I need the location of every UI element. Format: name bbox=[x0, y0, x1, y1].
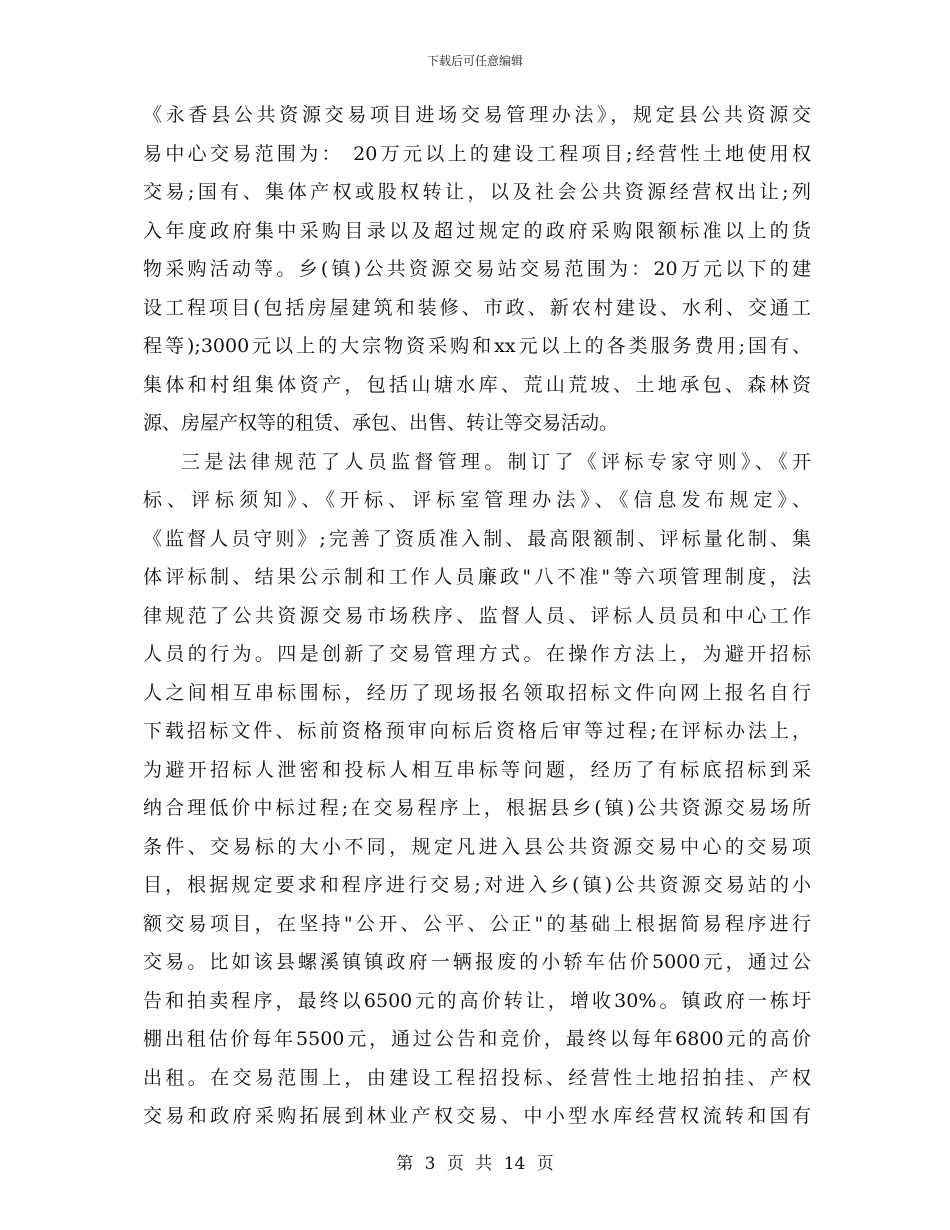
body-line: 集体和村组集体资产，包括山塘水库、荒山荒坡、土地承包、森林资 bbox=[143, 373, 811, 396]
page-header: 下载后可任意编辑 bbox=[426, 54, 523, 68]
body-line: 三是法律规范了人员监督管理。制订了《评标专家守则》、《开 bbox=[181, 450, 811, 473]
body-line: 棚出租估价每年5500元，通过公告和竞价，最终以每年6800元的高价 bbox=[143, 1028, 811, 1050]
document-body bbox=[143, 96, 811, 1136]
page-number: 第 3 页 共 14 页 bbox=[396, 1154, 554, 1174]
body-line: 人员的行为。四是创新了交易管理方式。在操作方法上，为避开招标 bbox=[143, 643, 811, 665]
body-line: 标、评标须知》、《开标、评标室管理办法》、《信息发布规定》、 bbox=[143, 489, 811, 511]
body-line: 交易。比如该县螺溪镇镇政府一辆报废的小轿车估价5000元，通过公 bbox=[143, 951, 811, 973]
body-line: 程等);3000元以上的大宗物资采购和xx元以上的各类服务费用;国有、 bbox=[143, 335, 811, 357]
body-line: 律规范了公共资源交易市场秩序、监督人员、评标人员员和中心工作 bbox=[143, 604, 811, 627]
body-line: 设工程项目(包括房屋建筑和装修、市政、新农村建设、水利、交通工 bbox=[143, 296, 811, 319]
body-line: 《永香县公共资源交易项目进场交易管理办法》，规定县公共资源交 bbox=[143, 104, 811, 126]
body-line: 纳合理低价中标过程;在交易程序上，根据县乡(镇)公共资源交易场所 bbox=[143, 797, 811, 819]
body-line: 物采购活动等。乡(镇)公共资源交易站交易范围为：20万元以下的建 bbox=[143, 258, 811, 280]
body-line: 下载招标文件、标前资格预审向标后资格后审等过程;在评标办法上， bbox=[143, 720, 811, 742]
body-line: 条件、交易标的大小不同，规定凡进入县公共资源交易中心的交易项 bbox=[143, 835, 811, 858]
body-line: 目，根据规定要求和程序进行交易;对进入乡(镇)公共资源交易站的小 bbox=[143, 874, 811, 896]
body-line: 体评标制、结果公示制和工作人员廉政"八不准"等六项管理制度，法 bbox=[143, 566, 811, 588]
body-line: 源、房屋产权等的租赁、承包、出售、转让等交易活动。 bbox=[143, 412, 619, 434]
body-line: 易中心交易范围为： 20万元以上的建设工程项目;经营性土地使用权 bbox=[143, 142, 811, 165]
body-line: 《监督人员守则》;完善了资质准入制、最高限额制、评标量化制、集 bbox=[143, 527, 811, 550]
body-line: 交易和政府采购拓展到林业产权交易、中小型水库经营权流转和国有 bbox=[143, 1105, 811, 1127]
body-line: 告和拍卖程序，最终以6500元的高价转让，增收30%。镇政府一栋圩 bbox=[143, 989, 811, 1012]
body-line: 额交易项目，在坚持"公开、公平、公正"的基础上根据简易程序进行 bbox=[143, 912, 811, 935]
body-line: 入年度政府集中采购目录以及超过规定的政府采购限额标准以上的货 bbox=[143, 219, 811, 242]
body-line: 人之间相互串标围标，经历了现场报名领取招标文件向网上报名自行 bbox=[143, 681, 811, 704]
body-line: 为避开招标人泄密和投标人相互串标等问题，经历了有标底招标到采 bbox=[143, 758, 811, 781]
body-line: 出租。在交易范围上，由建设工程招投标、经营性土地招拍挂、产权 bbox=[143, 1066, 811, 1089]
body-line: 交易;国有、集体产权或股权转让，以及社会公共资源经营权出让;列 bbox=[143, 181, 811, 203]
